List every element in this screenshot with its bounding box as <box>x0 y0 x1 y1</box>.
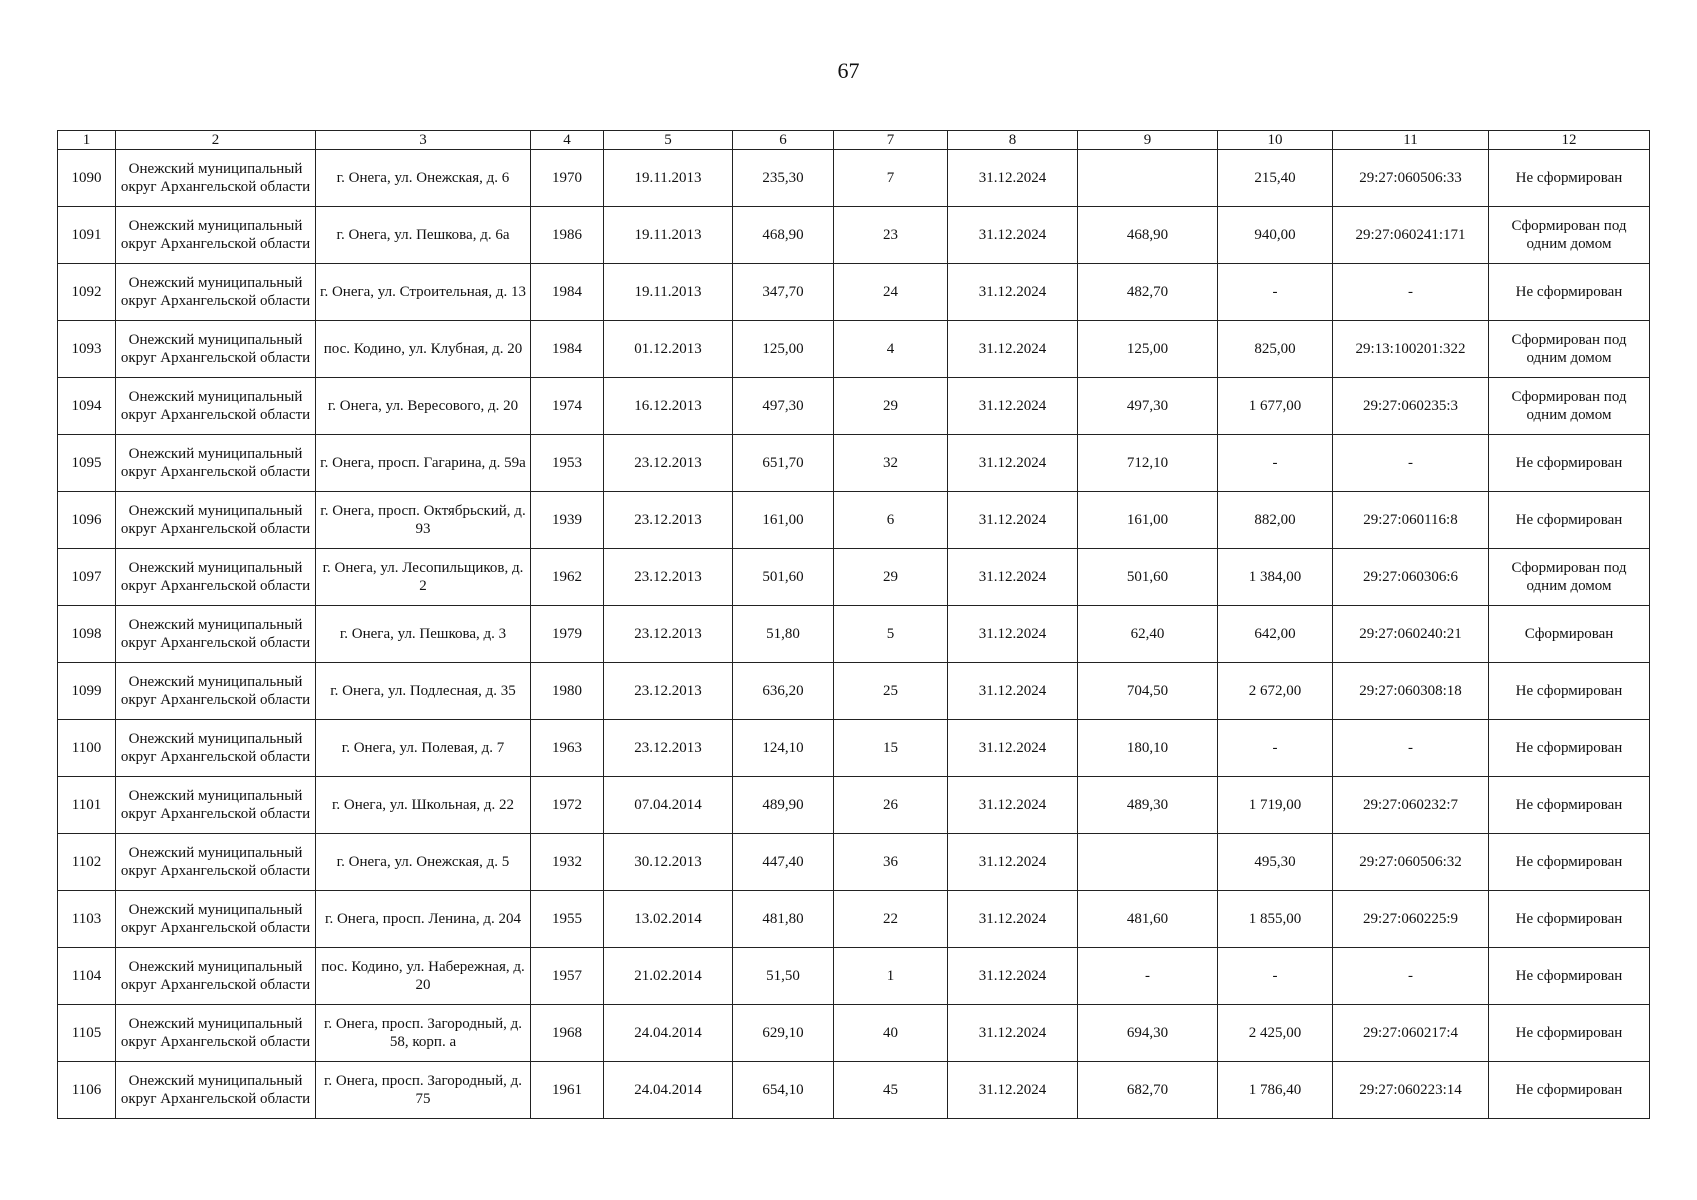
municipality-cell: Онежский муниципальный округ Архангельской области <box>116 378 316 435</box>
land-area-cell: 1 719,00 <box>1218 777 1333 834</box>
row-number-cell: 1097 <box>58 549 116 606</box>
land-status-cell: Не сформирован <box>1489 663 1650 720</box>
deadline-cell: 31.12.2024 <box>948 891 1078 948</box>
land-area-cell: - <box>1218 948 1333 1005</box>
deadline-cell: 31.12.2024 <box>948 321 1078 378</box>
total-area-cell <box>1078 834 1218 891</box>
land-status-cell: Не сформирован <box>1489 891 1650 948</box>
date-cell: 24.04.2014 <box>604 1005 733 1062</box>
cadastral-number-cell: 29:27:060240:21 <box>1333 606 1489 663</box>
address-cell: г. Онега, ул. Лесопильщиков, д. 2 <box>316 549 531 606</box>
housing-registry-table <box>57 130 1650 1119</box>
year-built-cell: 1939 <box>531 492 604 549</box>
count-cell: 5 <box>834 606 948 663</box>
count-cell: 24 <box>834 264 948 321</box>
table-row <box>58 549 1650 606</box>
land-status-cell: Не сформирован <box>1489 948 1650 1005</box>
deadline-cell: 31.12.2024 <box>948 207 1078 264</box>
land-status-cell: Не сформирован <box>1489 264 1650 321</box>
date-cell: 23.12.2013 <box>604 549 733 606</box>
total-area-cell: 501,60 <box>1078 549 1218 606</box>
total-area-cell: 489,30 <box>1078 777 1218 834</box>
table-row <box>58 720 1650 777</box>
row-number-cell: 1099 <box>58 663 116 720</box>
year-built-cell: 1984 <box>531 264 604 321</box>
cadastral-number-cell: 29:27:060232:7 <box>1333 777 1489 834</box>
municipality-cell: Онежский муниципальный округ Архангельской области <box>116 777 316 834</box>
address-cell: г. Онега, ул. Онежская, д. 6 <box>316 150 531 207</box>
total-area-cell: 62,40 <box>1078 606 1218 663</box>
count-cell: 4 <box>834 321 948 378</box>
date-cell: 19.11.2013 <box>604 264 733 321</box>
year-built-cell: 1932 <box>531 834 604 891</box>
address-cell: г. Онега, ул. Онежская, д. 5 <box>316 834 531 891</box>
land-area-cell: 2 425,00 <box>1218 1005 1333 1062</box>
table-row <box>58 435 1650 492</box>
table-row <box>58 777 1650 834</box>
area-cell: 489,90 <box>733 777 834 834</box>
total-area-cell: 481,60 <box>1078 891 1218 948</box>
year-built-cell: 1962 <box>531 549 604 606</box>
area-cell: 497,30 <box>733 378 834 435</box>
year-built-cell: 1953 <box>531 435 604 492</box>
row-number-cell: 1106 <box>58 1062 116 1119</box>
land-status-cell: Сформирован под одним домом <box>1489 549 1650 606</box>
land-status-cell: Не сформирован <box>1489 150 1650 207</box>
table-row <box>58 948 1650 1005</box>
cadastral-number-cell: - <box>1333 948 1489 1005</box>
land-status-cell: Сформирован под одним домом <box>1489 207 1650 264</box>
deadline-cell: 31.12.2024 <box>948 549 1078 606</box>
address-cell: г. Онега, ул. Пешкова, д. 3 <box>316 606 531 663</box>
cadastral-number-cell: 29:27:060308:18 <box>1333 663 1489 720</box>
count-cell: 6 <box>834 492 948 549</box>
count-cell: 26 <box>834 777 948 834</box>
municipality-cell: Онежский муниципальный округ Архангельской области <box>116 321 316 378</box>
total-area-cell: 468,90 <box>1078 207 1218 264</box>
land-area-cell: - <box>1218 435 1333 492</box>
table-row <box>58 1062 1650 1119</box>
cadastral-number-cell: 29:27:060116:8 <box>1333 492 1489 549</box>
municipality-cell: Онежский муниципальный округ Архангельской области <box>116 1062 316 1119</box>
row-number-cell: 1093 <box>58 321 116 378</box>
address-cell: г. Онега, просп. Гагарина, д. 59а <box>316 435 531 492</box>
count-cell: 15 <box>834 720 948 777</box>
address-cell: г. Онега, ул. Полевая, д. 7 <box>316 720 531 777</box>
land-area-cell: 1 855,00 <box>1218 891 1333 948</box>
address-cell: г. Онега, просп. Загородный, д. 75 <box>316 1062 531 1119</box>
year-built-cell: 1980 <box>531 663 604 720</box>
table-row <box>58 264 1650 321</box>
year-built-cell: 1955 <box>531 891 604 948</box>
cadastral-number-cell: 29:27:060235:3 <box>1333 378 1489 435</box>
address-cell: г. Онега, ул. Подлесная, д. 35 <box>316 663 531 720</box>
total-area-cell: 180,10 <box>1078 720 1218 777</box>
municipality-cell: Онежский муниципальный округ Архангельской области <box>116 264 316 321</box>
row-number-cell: 1090 <box>58 150 116 207</box>
total-area-cell: 497,30 <box>1078 378 1218 435</box>
table-row <box>58 321 1650 378</box>
deadline-cell: 31.12.2024 <box>948 948 1078 1005</box>
date-cell: 21.02.2014 <box>604 948 733 1005</box>
row-number-cell: 1092 <box>58 264 116 321</box>
page-number: 67 <box>837 58 860 83</box>
column-number-row <box>58 131 1650 150</box>
address-cell: г. Онега, ул. Строительная, д. 13 <box>316 264 531 321</box>
deadline-cell: 31.12.2024 <box>948 777 1078 834</box>
count-cell: 23 <box>834 207 948 264</box>
deadline-cell: 31.12.2024 <box>948 1062 1078 1119</box>
land-area-cell: - <box>1218 720 1333 777</box>
row-number-cell: 1098 <box>58 606 116 663</box>
year-built-cell: 1979 <box>531 606 604 663</box>
land-status-cell: Сформирован под одним домом <box>1489 378 1650 435</box>
cadastral-number-cell: 29:27:060506:32 <box>1333 834 1489 891</box>
table-row <box>58 891 1650 948</box>
cadastral-number-cell: 29:27:060241:171 <box>1333 207 1489 264</box>
total-area-cell <box>1078 150 1218 207</box>
address-cell: г. Онега, ул. Пешкова, д. 6а <box>316 207 531 264</box>
year-built-cell: 1986 <box>531 207 604 264</box>
column-header-4: 4 <box>531 131 604 150</box>
land-area-cell: 642,00 <box>1218 606 1333 663</box>
cadastral-number-cell: 29:27:060506:33 <box>1333 150 1489 207</box>
cadastral-number-cell: 29:27:060223:14 <box>1333 1062 1489 1119</box>
cadastral-number-cell: 29:27:060306:6 <box>1333 549 1489 606</box>
area-cell: 125,00 <box>733 321 834 378</box>
land-status-cell: Не сформирован <box>1489 1062 1650 1119</box>
year-built-cell: 1963 <box>531 720 604 777</box>
municipality-cell: Онежский муниципальный округ Архангельской области <box>116 150 316 207</box>
address-cell: г. Онега, ул. Школьная, д. 22 <box>316 777 531 834</box>
row-number-cell: 1102 <box>58 834 116 891</box>
cadastral-number-cell: 29:27:060217:4 <box>1333 1005 1489 1062</box>
row-number-cell: 1095 <box>58 435 116 492</box>
area-cell: 629,10 <box>733 1005 834 1062</box>
table-row <box>58 1005 1650 1062</box>
column-header-2: 2 <box>116 131 316 150</box>
deadline-cell: 31.12.2024 <box>948 435 1078 492</box>
row-number-cell: 1100 <box>58 720 116 777</box>
column-header-5: 5 <box>604 131 733 150</box>
land-status-cell: Не сформирован <box>1489 777 1650 834</box>
date-cell: 13.02.2014 <box>604 891 733 948</box>
address-cell: пос. Кодино, ул. Клубная, д. 20 <box>316 321 531 378</box>
area-cell: 235,30 <box>733 150 834 207</box>
land-status-cell: Не сформирован <box>1489 1005 1650 1062</box>
municipality-cell: Онежский муниципальный округ Архангельской области <box>116 891 316 948</box>
date-cell: 07.04.2014 <box>604 777 733 834</box>
municipality-cell: Онежский муниципальный округ Архангельской области <box>116 1005 316 1062</box>
table-row <box>58 663 1650 720</box>
cadastral-number-cell: - <box>1333 720 1489 777</box>
column-header-11: 11 <box>1333 131 1489 150</box>
total-area-cell: 694,30 <box>1078 1005 1218 1062</box>
municipality-cell: Онежский муниципальный округ Архангельской области <box>116 663 316 720</box>
row-number-cell: 1104 <box>58 948 116 1005</box>
address-cell: г. Онега, просп. Загородный, д. 58, корп. а <box>316 1005 531 1062</box>
table-body <box>58 150 1650 1119</box>
total-area-cell: 161,00 <box>1078 492 1218 549</box>
date-cell: 01.12.2013 <box>604 321 733 378</box>
count-cell: 29 <box>834 549 948 606</box>
land-area-cell: 882,00 <box>1218 492 1333 549</box>
date-cell: 23.12.2013 <box>604 720 733 777</box>
deadline-cell: 31.12.2024 <box>948 492 1078 549</box>
date-cell: 23.12.2013 <box>604 663 733 720</box>
total-area-cell: 704,50 <box>1078 663 1218 720</box>
land-area-cell: 1 384,00 <box>1218 549 1333 606</box>
date-cell: 23.12.2013 <box>604 606 733 663</box>
deadline-cell: 31.12.2024 <box>948 606 1078 663</box>
year-built-cell: 1972 <box>531 777 604 834</box>
table-row <box>58 606 1650 663</box>
area-cell: 347,70 <box>733 264 834 321</box>
municipality-cell: Онежский муниципальный округ Архангельской области <box>116 948 316 1005</box>
deadline-cell: 31.12.2024 <box>948 720 1078 777</box>
land-status-cell: Не сформирован <box>1489 834 1650 891</box>
date-cell: 30.12.2013 <box>604 834 733 891</box>
area-cell: 124,10 <box>733 720 834 777</box>
total-area-cell: 712,10 <box>1078 435 1218 492</box>
count-cell: 32 <box>834 435 948 492</box>
land-area-cell: - <box>1218 264 1333 321</box>
count-cell: 7 <box>834 150 948 207</box>
land-status-cell: Не сформирован <box>1489 435 1650 492</box>
date-cell: 19.11.2013 <box>604 150 733 207</box>
address-cell: г. Онега, просп. Ленина, д. 204 <box>316 891 531 948</box>
area-cell: 501,60 <box>733 549 834 606</box>
land-area-cell: 1 786,40 <box>1218 1062 1333 1119</box>
count-cell: 25 <box>834 663 948 720</box>
date-cell: 24.04.2014 <box>604 1062 733 1119</box>
year-built-cell: 1984 <box>531 321 604 378</box>
address-cell: г. Онега, просп. Октябрьский, д. 93 <box>316 492 531 549</box>
year-built-cell: 1968 <box>531 1005 604 1062</box>
table-row <box>58 378 1650 435</box>
column-header-6: 6 <box>733 131 834 150</box>
land-status-cell: Сформирован под одним домом <box>1489 321 1650 378</box>
area-cell: 51,80 <box>733 606 834 663</box>
row-number-cell: 1101 <box>58 777 116 834</box>
year-built-cell: 1957 <box>531 948 604 1005</box>
area-cell: 651,70 <box>733 435 834 492</box>
deadline-cell: 31.12.2024 <box>948 834 1078 891</box>
year-built-cell: 1961 <box>531 1062 604 1119</box>
land-status-cell: Не сформирован <box>1489 720 1650 777</box>
deadline-cell: 31.12.2024 <box>948 150 1078 207</box>
deadline-cell: 31.12.2024 <box>948 264 1078 321</box>
column-header-8: 8 <box>948 131 1078 150</box>
land-area-cell: 825,00 <box>1218 321 1333 378</box>
land-area-cell: 495,30 <box>1218 834 1333 891</box>
area-cell: 654,10 <box>733 1062 834 1119</box>
row-number-cell: 1091 <box>58 207 116 264</box>
date-cell: 19.11.2013 <box>604 207 733 264</box>
area-cell: 636,20 <box>733 663 834 720</box>
table-row <box>58 834 1650 891</box>
column-header-10: 10 <box>1218 131 1333 150</box>
date-cell: 23.12.2013 <box>604 435 733 492</box>
deadline-cell: 31.12.2024 <box>948 378 1078 435</box>
year-built-cell: 1970 <box>531 150 604 207</box>
area-cell: 161,00 <box>733 492 834 549</box>
municipality-cell: Онежский муниципальный округ Архангельской области <box>116 720 316 777</box>
date-cell: 16.12.2013 <box>604 378 733 435</box>
cadastral-number-cell: 29:27:060225:9 <box>1333 891 1489 948</box>
row-number-cell: 1103 <box>58 891 116 948</box>
address-cell: г. Онега, ул. Вересового, д. 20 <box>316 378 531 435</box>
area-cell: 468,90 <box>733 207 834 264</box>
deadline-cell: 31.12.2024 <box>948 1005 1078 1062</box>
land-area-cell: 940,00 <box>1218 207 1333 264</box>
count-cell: 29 <box>834 378 948 435</box>
municipality-cell: Онежский муниципальный округ Архангельской области <box>116 435 316 492</box>
land-area-cell: 2 672,00 <box>1218 663 1333 720</box>
table-row <box>58 207 1650 264</box>
row-number-cell: 1094 <box>58 378 116 435</box>
area-cell: 481,80 <box>733 891 834 948</box>
year-built-cell: 1974 <box>531 378 604 435</box>
land-status-cell: Сформирован <box>1489 606 1650 663</box>
total-area-cell: 125,00 <box>1078 321 1218 378</box>
address-cell: пос. Кодино, ул. Набережная, д. 20 <box>316 948 531 1005</box>
column-header-3: 3 <box>316 131 531 150</box>
row-number-cell: 1105 <box>58 1005 116 1062</box>
column-header-9: 9 <box>1078 131 1218 150</box>
municipality-cell: Онежский муниципальный округ Архангельской области <box>116 492 316 549</box>
cadastral-number-cell: - <box>1333 264 1489 321</box>
municipality-cell: Онежский муниципальный округ Архангельской области <box>116 834 316 891</box>
total-area-cell: 682,70 <box>1078 1062 1218 1119</box>
count-cell: 40 <box>834 1005 948 1062</box>
land-area-cell: 215,40 <box>1218 150 1333 207</box>
cadastral-number-cell: 29:13:100201:322 <box>1333 321 1489 378</box>
count-cell: 45 <box>834 1062 948 1119</box>
count-cell: 36 <box>834 834 948 891</box>
column-header-12: 12 <box>1489 131 1650 150</box>
area-cell: 447,40 <box>733 834 834 891</box>
cadastral-number-cell: - <box>1333 435 1489 492</box>
total-area-cell: - <box>1078 948 1218 1005</box>
area-cell: 51,50 <box>733 948 834 1005</box>
row-number-cell: 1096 <box>58 492 116 549</box>
column-header-1: 1 <box>58 131 116 150</box>
municipality-cell: Онежский муниципальный округ Архангельской области <box>116 549 316 606</box>
total-area-cell: 482,70 <box>1078 264 1218 321</box>
count-cell: 22 <box>834 891 948 948</box>
municipality-cell: Онежский муниципальный округ Архангельской области <box>116 606 316 663</box>
municipality-cell: Онежский муниципальный округ Архангельской области <box>116 207 316 264</box>
land-area-cell: 1 677,00 <box>1218 378 1333 435</box>
column-header-7: 7 <box>834 131 948 150</box>
table-row <box>58 492 1650 549</box>
date-cell: 23.12.2013 <box>604 492 733 549</box>
land-status-cell: Не сформирован <box>1489 492 1650 549</box>
deadline-cell: 31.12.2024 <box>948 663 1078 720</box>
count-cell: 1 <box>834 948 948 1005</box>
table-row <box>58 150 1650 207</box>
